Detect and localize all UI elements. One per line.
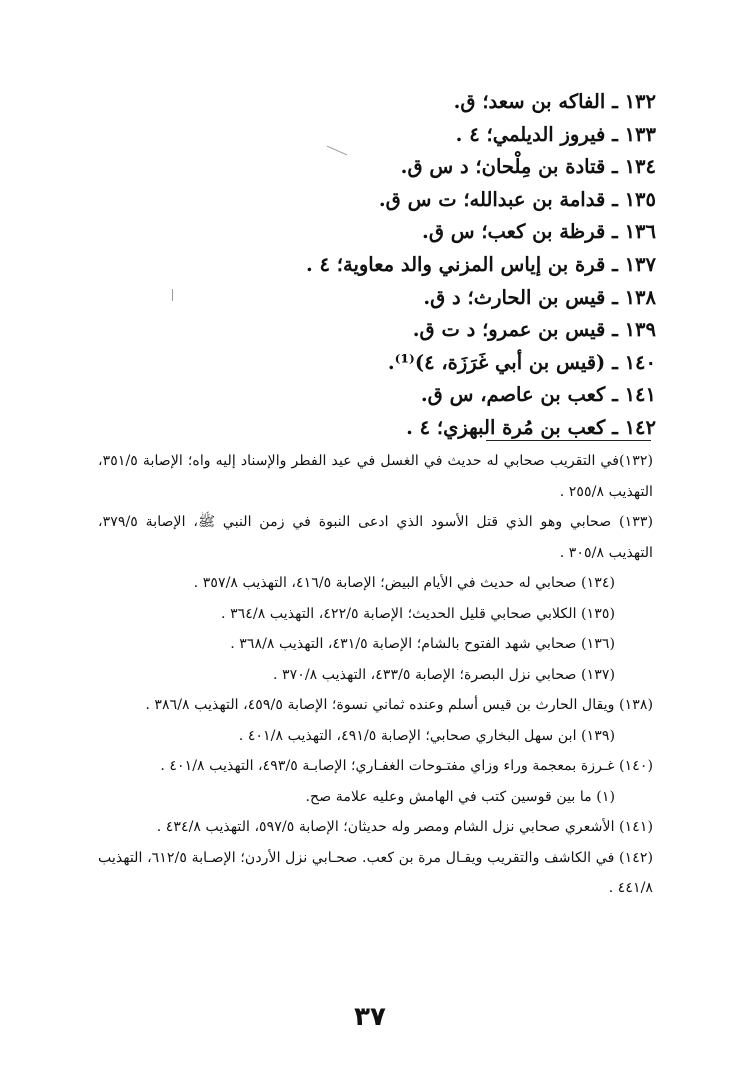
scan-mark xyxy=(172,289,173,301)
list-entry-138: ١٣٨ ـ قيس بن الحارث؛ د ق. xyxy=(423,285,656,309)
margin-note: (١) ما بين قوسين كتب في الهامش وعليه علامة صح. xyxy=(305,788,615,805)
footnote-140: (١٤٠) غـرزة بمعجمة وراء وزاي مفتـوحات الغفـاري؛ الإصابـة ٤٩٣/٥، التهذيب ٤٠١/٨ . xyxy=(160,758,653,774)
footnote-139: (١٣٩) ابن سهل البخاري صحابي؛ الإصابة ٤٩١/٥، التهذيب ٤٠١/٨ . xyxy=(238,727,615,744)
footnote-135: (١٣٥) الكلابي صحابي قليل الحديث؛ الإصابة ٤٢٢/٥، التهذيب ٣٦٤/٨ . xyxy=(221,605,615,622)
list-entry-139: ١٣٩ ـ قيس بن عمرو؛ د ت ق. xyxy=(412,318,656,342)
footnote-133: (١٣٣) صحابي وهو الذي قتل الأسود الذي ادعى النبوة في زمن النبي ﷺ، الإصابة ٣٧٩/٥، التهذيب ٣٠٥/٨ . xyxy=(98,514,653,561)
footnote-142: (١٤٢) في الكاشف والتقريب ويقـال مرة بن كعب. صحـابي نزل الأردن؛ الإصـابة ٦١٢/٥، التهذيب ٤٤١/٨ . xyxy=(98,849,653,896)
list-entry-142: ١٤٢ ـ كعب بن مُرة البهزي؛ ٤ . xyxy=(406,415,656,439)
page-number: ٣٧ xyxy=(354,1002,386,1032)
footnote-136: (١٣٦) صحابي شهد الفتوح بالشام؛ الإصابة ٤٣١/٥، التهذيب ٣٦٨/٨ . xyxy=(230,636,615,652)
list-entry-141: ١٤١ ـ كعب بن عاصم، س ق. xyxy=(420,383,656,407)
footnote-137: (١٣٧) صحابي نزل البصرة؛ الإصابة ٤٣٣/٥، التهذيب ٣٧٠/٨ . xyxy=(272,666,615,683)
entry-list xyxy=(96,86,656,445)
footnote-138: (١٣٨) ويقال الحارث بن قيس أسلم وعنده ثماني نسوة؛ الإصابة ٤٥٩/٥، التهذيب ٣٨٦/٨ . xyxy=(145,697,653,713)
list-entry-137: ١٣٧ ـ قرة بن إياس المزني والد معاوية؛ ٤ . xyxy=(305,252,656,276)
list-entry-133: ١٣٣ ـ فيروز الديلمي؛ ٤ . xyxy=(455,122,656,146)
footnote-132: (١٣٢)في التقريب صحابي له حديث في الغسل في عيد الفطر والإسناد إليه واه؛ الإصابة ٣٥١/٥، التهذيب ٢٥٥/٨ . xyxy=(98,453,653,500)
footnote-134: (١٣٤) صحابي له حديث في الأيام البيض؛ الإصابة ٤١٦/٥، التهذيب ٣٥٧/٨ . xyxy=(193,575,615,591)
list-entry-135: ١٣٥ ـ قدامة بن عبدالله؛ ت س ق. xyxy=(378,187,656,211)
list-entry-134: ١٣٤ ـ قتادة بن مِلْحان؛ د س ق. xyxy=(400,155,656,179)
footnote-141: (١٤١) الأشعري صحابي نزل الشام ومصر وله حديثان؛ الإصابة ٥٩٧/٥، التهذيب ٤٣٤/٨ . xyxy=(156,819,653,835)
list-entry-136: ١٣٦ ـ قرظة بن كعب؛ س ق. xyxy=(422,220,656,244)
footnotes xyxy=(98,446,653,904)
list-entry-140: ١٤٠ ـ (قيس بن أبي غَرَزَة، ٤)⁽¹⁾. xyxy=(387,350,656,374)
list-entry-132: ١٣٢ ـ الفاكه بن سعد؛ ق. xyxy=(453,90,656,113)
footnote-divider xyxy=(486,440,651,441)
